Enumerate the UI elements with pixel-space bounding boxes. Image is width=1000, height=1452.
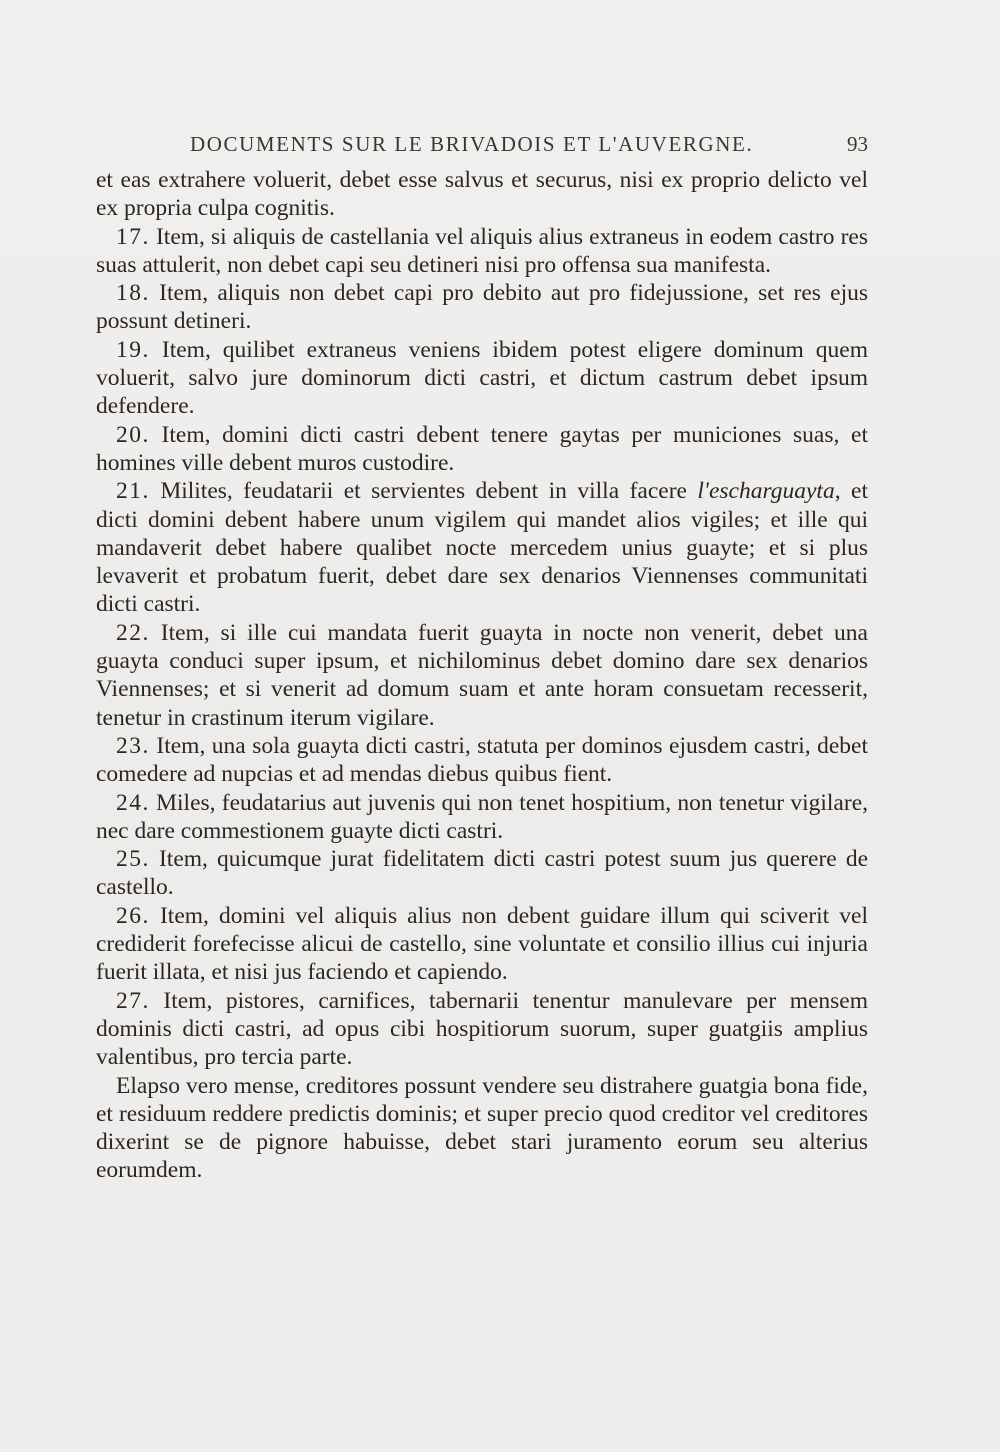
article-text: Item, si ille cui mandata fuerit guayta in nocte non venerit, debet una guayta conduci super ipsum, et nichilominus debet domino dare sex denarios Viennenses; et si venerit ad domum suam et ante horam consuetam recesserit, tenetur in crastinum iterum vigilare. — [96, 619, 868, 731]
paragraph-continuation — [96, 166, 868, 223]
page-header — [96, 126, 874, 166]
article-number: 18. — [116, 280, 150, 307]
article-20 — [96, 421, 868, 478]
article-text: Item, domini vel aliquis alius non debent guidare illum qui sciverit vel crediderit forefecisse alicui de castello, sine voluntate et consilio illius cui injuria fuerit illata, et nisi jus faciendo et capiendo. — [96, 902, 869, 986]
article-number: 25. — [116, 846, 150, 873]
article-number: 26. — [116, 902, 150, 929]
article-number: 19. — [116, 336, 150, 363]
article-text: Miles, feudatarius aut juvenis qui non tenet hospitium, non tenetur vigilare, nec dare commestionem guayte dicti castri. — [96, 789, 868, 844]
article-27 — [96, 987, 868, 1072]
article-24 — [96, 789, 868, 846]
article-text: Item, domini dicti castri debent tenere gaytas per municiones suas, et homines ville debent muros custodire. — [96, 421, 868, 476]
article-text: Item, quilibet extraneus veniens ibidem potest eligere dominum quem voluerit, salvo jure dominorum dicti castri, et dictum castrum debet ipsum defendere. — [96, 336, 869, 420]
article-21 — [96, 477, 868, 618]
article-text: Item, pistores, carnifices, tabernarii tenentur manulevare per mensem dominis dicti castri, ad opus cibi hospitiorum suorum, super guatgiis amplius valentibus, pro tercia parte. — [96, 987, 869, 1071]
article-italic-term: l'escharguayta — [697, 478, 835, 505]
article-number: 17. — [116, 223, 150, 250]
article-17 — [96, 223, 868, 280]
article-text: Item, quicumque jurat fidelitatem dicti castri potest suum jus querere de castello. — [96, 846, 868, 901]
article-number: 27. — [116, 987, 150, 1014]
article-text: Milites, feudatarii et servientes debent in villa facere — [160, 478, 698, 505]
running-head: DOCUMENTS SUR LE BRIVADOIS ET L'AUVERGNE. — [190, 132, 754, 156]
paragraph-final — [96, 1072, 868, 1185]
article-18 — [96, 279, 868, 336]
article-number: 21. — [116, 478, 150, 505]
article-22 — [96, 619, 868, 732]
article-text: Item, una sola guayta dicti castri, statuta per dominos ejusdem castri, debet comedere ad nupcias et ad mendas diebus quibus fient. — [96, 732, 869, 788]
body-text — [96, 166, 868, 1185]
paragraph-text: Elapso vero mense, creditores possunt vendere seu distrahere guatgia bona fide, et residuum reddere predictis dominis; et super precio quod creditor vel creditores dixerint se de pignore habuisse, debet stari juramento eorum seu alterius eorumdem. — [96, 1072, 868, 1184]
article-text-continued: , et dicti domini debent habere unum vigilem qui mandet alios vigiles; et ille qui mandaverit debet habere qualibet nocte mercedem unius guayte; et si plus levaverit et probatum fuerit, debet dare sex denarios Viennenses communitati dicti castri. — [96, 478, 868, 618]
article-26 — [96, 902, 868, 987]
article-number: 22. — [116, 619, 150, 646]
article-25 — [96, 845, 868, 902]
article-19 — [96, 336, 868, 421]
article-number: 23. — [116, 732, 150, 759]
article-text: Item, si aliquis de castellania vel aliquis alius extraneus in eodem castro res suas attulerit, non debet capi seu detineri nisi pro offensa sua manifesta. — [96, 223, 869, 278]
article-number: 24. — [116, 789, 150, 816]
article-number: 20. — [116, 421, 150, 448]
paragraph-text: et eas extrahere voluerit, debet esse salvus et securus, nisi ex proprio delicto vel ex propria culpa cognitis. — [96, 167, 868, 222]
article-text: Item, aliquis non debet capi pro debito aut pro fidejussione, set res ejus possunt detineri. — [96, 280, 869, 335]
article-23 — [96, 732, 868, 789]
page-number: 93 — [847, 132, 868, 156]
